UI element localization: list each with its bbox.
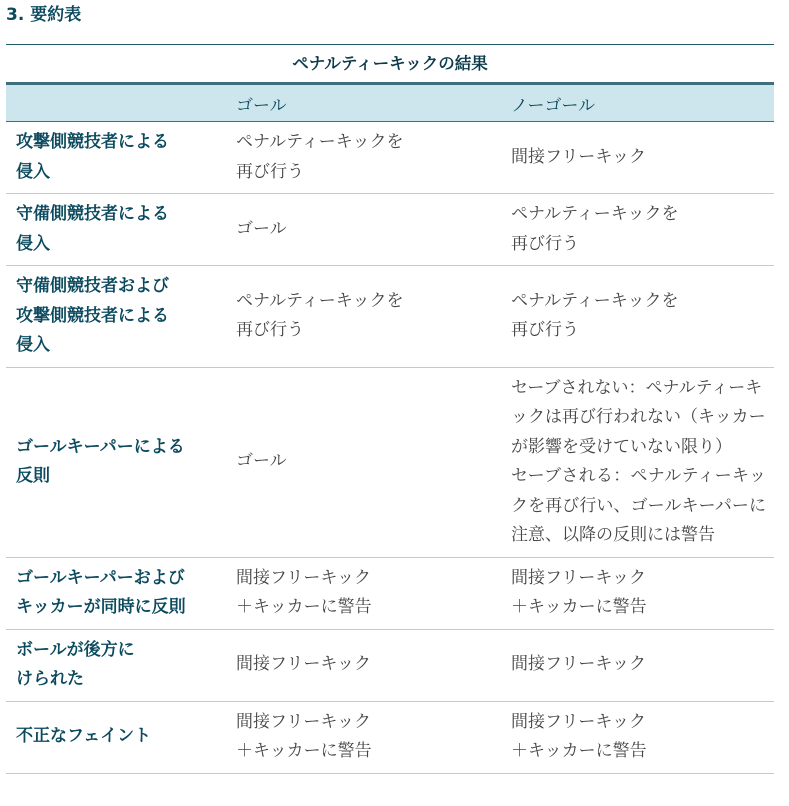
goal-cell: 間接フリーキック: [224, 629, 499, 701]
table-row: [6, 557, 774, 629]
section-title: 3. 要約表: [6, 5, 82, 25]
no-goal-cell: 間接フリーキック ＋キッカーに警告: [499, 701, 774, 773]
no-goal-cell: ペナルティーキックを 再び行う: [499, 266, 774, 368]
goal-cell: 間接フリーキック ＋キッカーに警告: [224, 701, 499, 773]
row-label: 不正なフェイント: [6, 701, 224, 773]
row-label: 守備側競技者および 攻撃側競技者による 侵入: [6, 266, 224, 368]
row-label: 攻撃側競技者による 侵入: [6, 122, 224, 194]
not-saved-text: セーブされない：ペナルティーキックは再び行われない（キッカーが影響を受けていない限り）: [511, 377, 766, 457]
table-row: [6, 701, 774, 773]
table-row: [6, 194, 774, 266]
header-blank: [6, 84, 224, 122]
summary-table-container: [6, 44, 774, 774]
table-caption: ペナルティーキックの結果: [6, 44, 774, 82]
table-row: [6, 266, 774, 368]
goal-cell: ゴール: [224, 367, 499, 557]
goal-cell: 間接フリーキック ＋キッカーに警告: [224, 557, 499, 629]
table-row: [6, 122, 774, 194]
no-goal-cell: 間接フリーキック: [499, 122, 774, 194]
goal-cell: ゴール: [224, 194, 499, 266]
penalty-kick-results-table: [6, 44, 774, 774]
row-label: ゴールキーパーおよび キッカーが同時に反則: [6, 557, 224, 629]
no-goal-cell: [499, 367, 774, 557]
no-goal-cell: 間接フリーキック: [499, 629, 774, 701]
row-label: ゴールキーパーによる 反則: [6, 367, 224, 557]
row-label: 守備側競技者による 侵入: [6, 194, 224, 266]
row-label: ボールが後方に けられた: [6, 629, 224, 701]
goal-cell: ペナルティーキックを 再び行う: [224, 266, 499, 368]
header-no-goal: ノーゴール: [499, 84, 774, 122]
table-header-row: [6, 84, 774, 122]
no-goal-cell: ペナルティーキックを 再び行う: [499, 194, 774, 266]
header-goal: ゴール: [224, 84, 499, 122]
table-row: [6, 367, 774, 557]
no-goal-cell: 間接フリーキック ＋キッカーに警告: [499, 557, 774, 629]
saved-text: セーブされる：ペナルティーキックを再び行い、ゴールキーパーに注意、以降の反則には警告: [511, 466, 766, 545]
table-row: [6, 629, 774, 701]
goal-cell: ペナルティーキックを 再び行う: [224, 122, 499, 194]
